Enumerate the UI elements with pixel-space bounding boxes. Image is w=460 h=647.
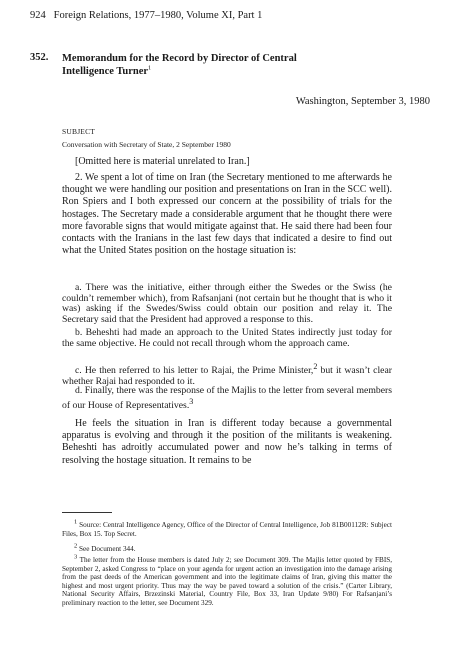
list-item-d: [62, 386, 392, 411]
paragraph-2: 2. We spent a lot of time on Iran (the Secretary mentioned to me afterwards he thought we were handling our position and presentations on Iran in the SCC well). Ron Spiers and I both expressed our concern at the possibility of trials for the hostages. The Secretary made a considerable argument that he thought there were more favorable signs that would mitigate against that. He said there had been four contacts with the Iranians in the last few days that indicated a desire to find out what the United States position on the hostage situation is:: [62, 172, 392, 257]
footnote-ref-3[interactable]: 3: [189, 396, 194, 406]
dateline: Washington, September 3, 1980: [295, 96, 430, 107]
paragraph-final: He feels the situation in Iran is different today because a governmental apparatus is evolving and through it the position of the militants is weakening. Beheshti has adroitly accumulated power and now he’s talking in terms of resolving the hostage situation. It remains to be: [62, 418, 392, 466]
footnote-1: [62, 518, 393, 538]
item-c-text-2: but it wasn’t clear whether Rajai had responded to it.: [62, 365, 392, 387]
series-title: Foreign Relations, 1977–1980, Volume XI, Part 1: [53, 10, 263, 21]
footnote-2: [62, 542, 392, 554]
footnote-3: [62, 553, 393, 608]
subject-text: Conversation with Secretary of State, 2 September 1980: [62, 140, 231, 149]
footnote-3-text: The letter from the House members is dated July 2; see Document 309. The Majlis letter quoted by FBIS, September 2, asked Congress to “place on your agenda for urgent action an investigation into the damage arising from the past deeds of the American government and into the legitimate claims of Iran, giving this matter the highest and most urgent priority. Thus may the way be paved toward a solution of the crisis.” (Carter Library, National Security Affairs, Brzezinski Material, Country File, Box 33, Iran Update 9/80) For Rafsanjani’s preliminary reaction to the letter, see Document 329.: [62, 556, 393, 607]
omitted-note: [Omitted here is material unrelated to Iran.]: [75, 156, 250, 167]
list-item-a: a. There was the initiative, either through either the Swedes or the Swiss (he couldn’t remember which), from Rafsanjani (not certain but he thought that is who it was) asking if the Swedes/Swiss could obtain our position and relay it. The Secretary said that the President had approved a response to this.: [62, 282, 392, 325]
title-footnote-ref[interactable]: 1: [148, 64, 152, 72]
running-head: [30, 10, 262, 21]
list-item-b: b. Beheshti had made an approach to the United States indirectly just today for the same objective. He could not recall through whom the approach came.: [62, 327, 392, 349]
list-item-c: [62, 362, 392, 387]
footnote-ref-2[interactable]: 2: [313, 362, 318, 371]
page-number: 924: [30, 10, 46, 21]
title-line-1: Memorandum for the Record by Director of Central: [62, 53, 297, 64]
footnote-1-text: Source: Central Intelligence Agency, Office of the Director of Central Intelligence, Job 81B00112R: Subject Files, Box 15. Top Secret.: [62, 521, 393, 538]
title-line-2: Intelligence Turner: [62, 66, 149, 77]
subject-label: SUBJECT: [62, 127, 96, 136]
item-c-text-1: c. He then referred to his letter to Rajai, the Prime Minister,: [75, 365, 314, 377]
footnote-2-mark: 2: [74, 542, 78, 550]
document-title: [62, 52, 297, 78]
item-d-text: d. Finally, there was the response of the Majlis to the letter from several members of our House of Representatives.: [62, 385, 392, 411]
footnote-divider: [62, 512, 112, 513]
document-number: 352.: [30, 52, 49, 63]
footnote-1-mark: 1: [74, 518, 78, 526]
footnote-3-mark: 3: [74, 553, 78, 561]
footnote-2-text: See Document 344.: [79, 545, 136, 553]
